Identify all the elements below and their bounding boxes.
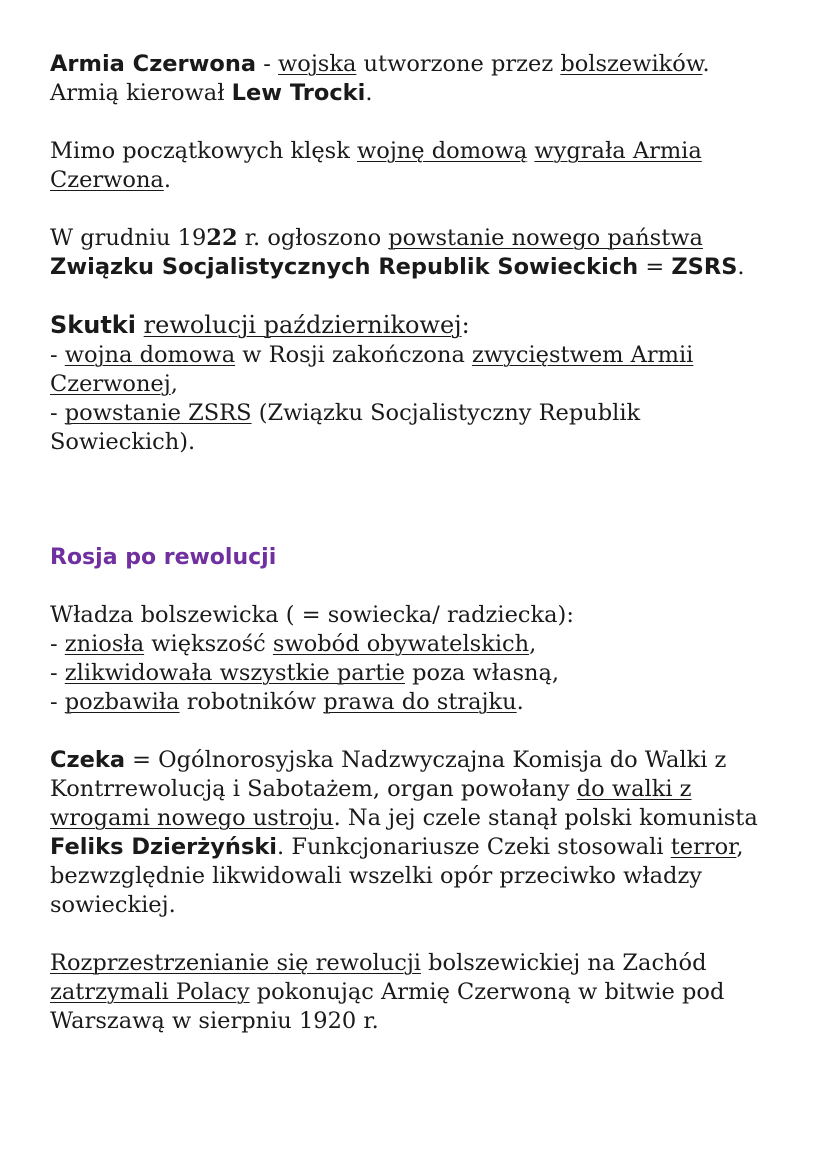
text: większość xyxy=(144,631,273,657)
text: . xyxy=(365,80,373,106)
text: Armią kierował xyxy=(50,80,232,106)
text: . xyxy=(163,167,172,193)
term-bolszewikow: bolszewików xyxy=(560,51,703,77)
text: = xyxy=(638,254,672,280)
section-heading: Rosja po rewolucji xyxy=(50,545,277,570)
paragraph-zsrs xyxy=(50,224,788,282)
text: . xyxy=(516,689,524,715)
text: - xyxy=(50,631,65,657)
text: = Ogólnorosyjska Nadzwyczajna Komisja do Walki z Kontrrewolucją i Sabotażem, organ powołany xyxy=(50,747,727,802)
term-pozbawila: pozbawiła xyxy=(64,689,180,715)
list-item-skutki-1 xyxy=(50,341,788,399)
text: w Rosji zakończona xyxy=(235,342,473,368)
list-item-wladza-3 xyxy=(50,688,788,717)
term-zwiazku: Związku Socjalistycznych Republik Sowieckich xyxy=(50,254,639,280)
term-powstanie-zsrs: powstanie ZSRS xyxy=(64,400,252,426)
text: , xyxy=(529,631,537,657)
text: pokonując Armię Czerwoną w bitwie pod Warszawą w sierpniu 1920 r. xyxy=(50,979,725,1034)
wladza-intro: Władza bolszewicka ( = sowiecka/ radziecka): xyxy=(50,602,574,628)
text: . xyxy=(737,254,745,280)
term-czeka: Czeka xyxy=(50,747,126,773)
text: robotników xyxy=(179,689,324,715)
term-do-walki: do walki z wrogami nowego ustroju xyxy=(50,776,692,831)
term-wojna-domowa: wojna domowa xyxy=(64,342,236,368)
text: utworzone przez xyxy=(356,51,561,77)
text: . Funkcjonariusze Czeki stosowali xyxy=(277,834,671,860)
term-zwyciestwem: zwycięstwem Armii Czerwonej xyxy=(50,342,694,397)
text: , bezwzględnie likwidowali wszelki opór przeciwko władzy sowieckiej. xyxy=(50,834,744,918)
term-feliks: Feliks Dzierżyński xyxy=(50,834,278,860)
text: - xyxy=(50,689,65,715)
term-lew-trocki: Lew Trocki xyxy=(231,80,366,106)
text: bolszewickiej na Zachód xyxy=(421,950,707,976)
section-skutki xyxy=(50,310,788,341)
skutki-title xyxy=(50,310,788,341)
term-wojska: wojska xyxy=(278,51,357,77)
term-armia-czerwona: Armia Czerwona xyxy=(50,51,257,77)
text: . Na jej czele stanął polski komunista xyxy=(333,805,758,831)
term-rozprzestrzenianie: Rozprzestrzenianie się rewolucji xyxy=(50,950,421,976)
term-zniosla: zniosła xyxy=(64,631,145,657)
term-zlikwidowala: zlikwidowała wszystkie partie xyxy=(64,660,405,686)
text xyxy=(136,311,144,339)
text: - xyxy=(50,660,65,686)
text: - xyxy=(256,51,279,77)
list-item-wladza-1 xyxy=(50,630,788,659)
term-wygrala-armia: wygrała Armia Czerwona xyxy=(50,138,702,193)
text: . xyxy=(702,51,710,77)
term-wojne-domowa: wojnę domową xyxy=(357,138,528,164)
term-terror: terror xyxy=(670,834,737,860)
text: (Związku Socjalistyczny Republik Sowieckich). xyxy=(50,400,641,455)
paragraph-wojna-domowa xyxy=(50,137,788,195)
text: - xyxy=(50,342,65,368)
term-swobod: swobód obywatelskich xyxy=(272,631,530,657)
text: , xyxy=(170,371,178,397)
paragraph-polacy xyxy=(50,949,788,1036)
text: r. ogłoszono xyxy=(237,225,389,251)
list-item-wladza-2 xyxy=(50,659,788,688)
list-item-skutki-2 xyxy=(50,399,788,457)
paragraph-czeka xyxy=(50,746,788,920)
paragraph-armia xyxy=(50,50,788,108)
term-powstanie-panstwa: powstanie nowego państwa xyxy=(388,225,703,251)
text: poza własną, xyxy=(404,660,560,686)
term-zatrzymali-polacy: zatrzymali Polacy xyxy=(50,979,250,1005)
year-22-bold: 22 xyxy=(206,225,238,251)
term-skutki: Skutki xyxy=(50,311,136,339)
term-zsrs: ZSRS xyxy=(671,254,738,280)
text: : xyxy=(461,311,470,339)
text: W grudniu 19 xyxy=(50,225,207,251)
term-prawa-do-strajku: prawa do strajku xyxy=(323,689,517,715)
text: Mimo początkowych klęsk xyxy=(50,138,358,164)
text: - xyxy=(50,400,65,426)
term-rewolucji-pazdziernikowej: rewolucji październikowej xyxy=(143,311,462,339)
